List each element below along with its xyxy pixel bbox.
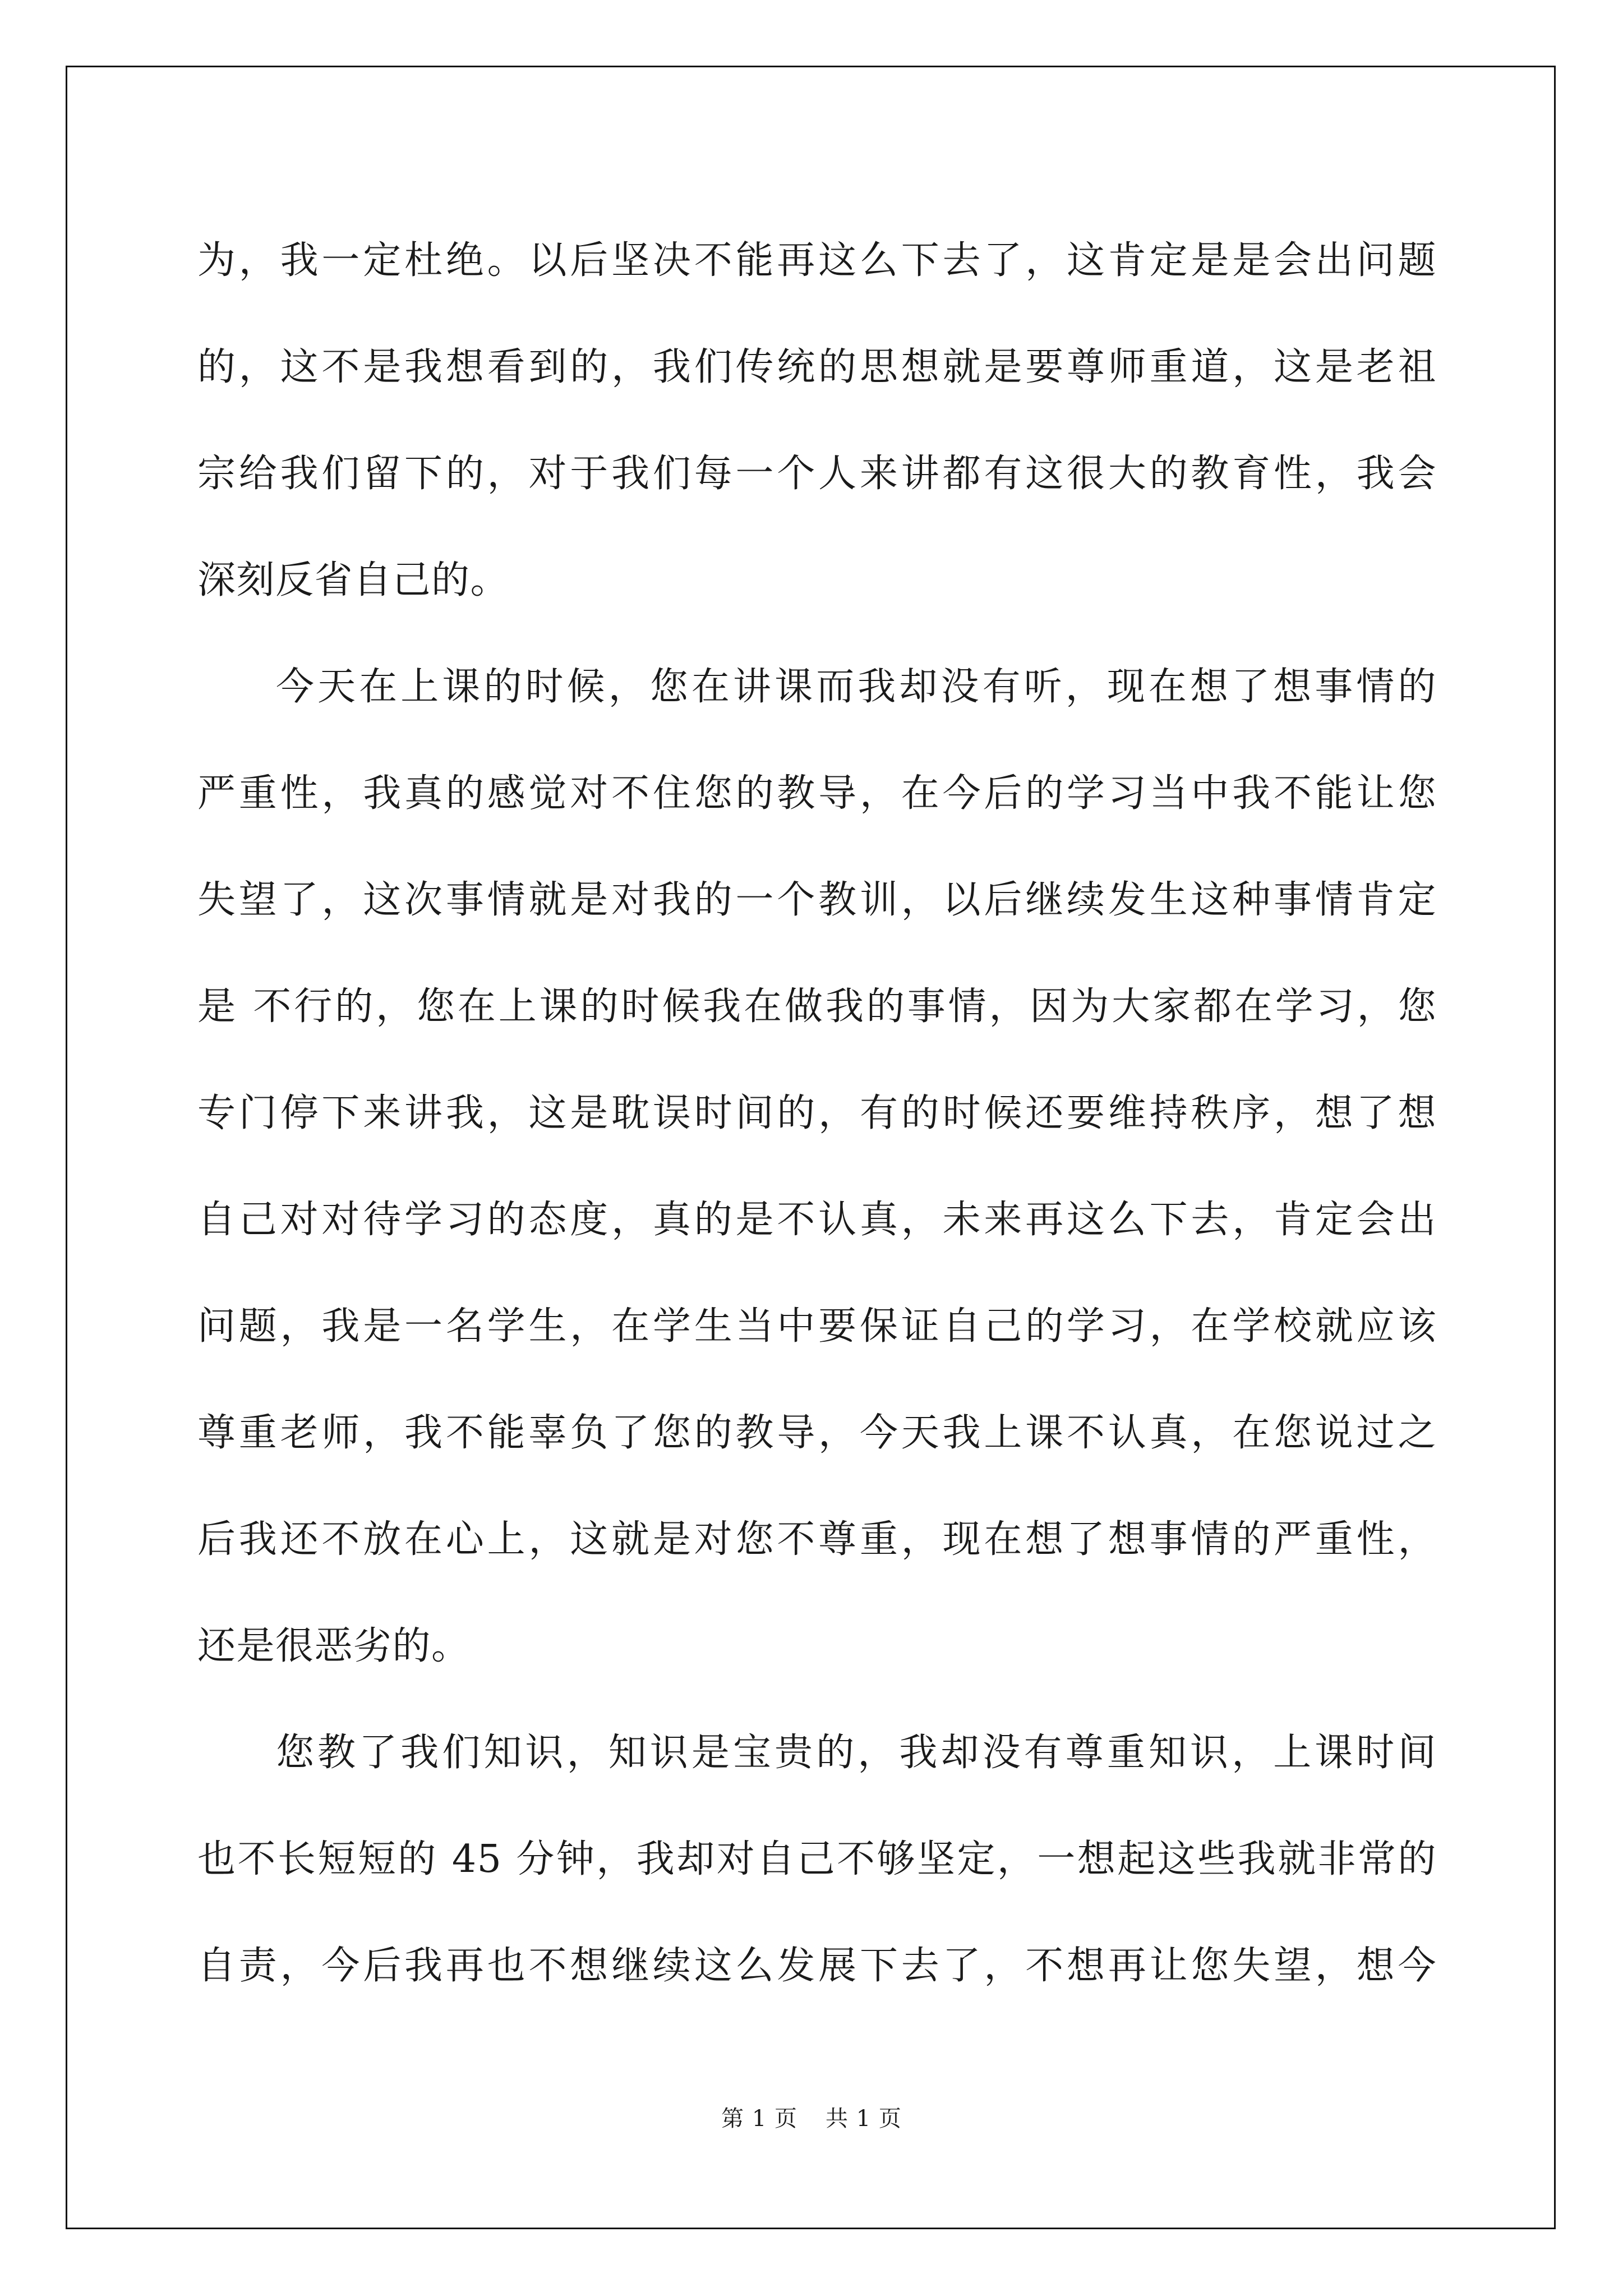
text-line: 今天在上课的时候，您在讲课而我却没有听，现在想了想事情的 — [276, 665, 1437, 709]
text-line: 后我还不放在心上，这就是对您不尊重，现在想了想事情的严重性， — [197, 1517, 1437, 1562]
text-line: 宗给我们留下的，对于我们每一个人来讲都有这很大的教育性，我会 — [197, 452, 1437, 496]
text-line: 失望了，这次事情就是对我的一个教训，以后继续发生这种事情肯定 — [197, 878, 1437, 922]
document-body — [197, 208, 1437, 2019]
text-line: 严重性，我真的感觉对不住您的教导，在今后的学习当中我不能让您 — [197, 771, 1437, 816]
text-line: 为，我一定杜绝。以后坚决不能再这么下去了，这肯定是是会出问题 — [197, 238, 1437, 283]
text-line: 深刻反省自己的。 — [197, 558, 510, 602]
page-total: 共 1 页 — [826, 2106, 902, 2132]
text-line: 自责，今后我再也不想继续这么发展下去了，不想再让您失望，想今 — [197, 1944, 1437, 1988]
text-line: 也不长短短的 45 分钟，我却对自己不够坚定，一想起这些我就非常的 — [197, 1837, 1437, 1881]
text-line: 自己对对待学习的态度，真的是不认真，未来再这么下去，肯定会出 — [197, 1198, 1437, 1242]
text-line: 还是很恶劣的。 — [197, 1624, 471, 1668]
text-line: 尊重老师，我不能辜负了您的教导，今天我上课不认真，在您说过之 — [197, 1411, 1437, 1455]
text-line: 专门停下来讲我，这是耽误时间的，有的时候还要维持秩序，想了想 — [197, 1091, 1437, 1135]
page-footer — [0, 2101, 1623, 2133]
text-line: 的，这不是我想看到的，我们传统的思想就是要尊师重道，这是老祖 — [197, 345, 1437, 389]
text-line: 是 不行的，您在上课的时候我在做我的事情，因为大家都在学习，您 — [197, 984, 1437, 1029]
text-line: 问题，我是一名学生，在学生当中要保证自己的学习，在学校就应该 — [197, 1304, 1437, 1349]
text-line: 您教了我们知识，知识是宝贵的，我却没有尊重知识，上课时间 — [276, 1731, 1437, 1775]
page-number: 第 1 页 — [721, 2106, 797, 2132]
